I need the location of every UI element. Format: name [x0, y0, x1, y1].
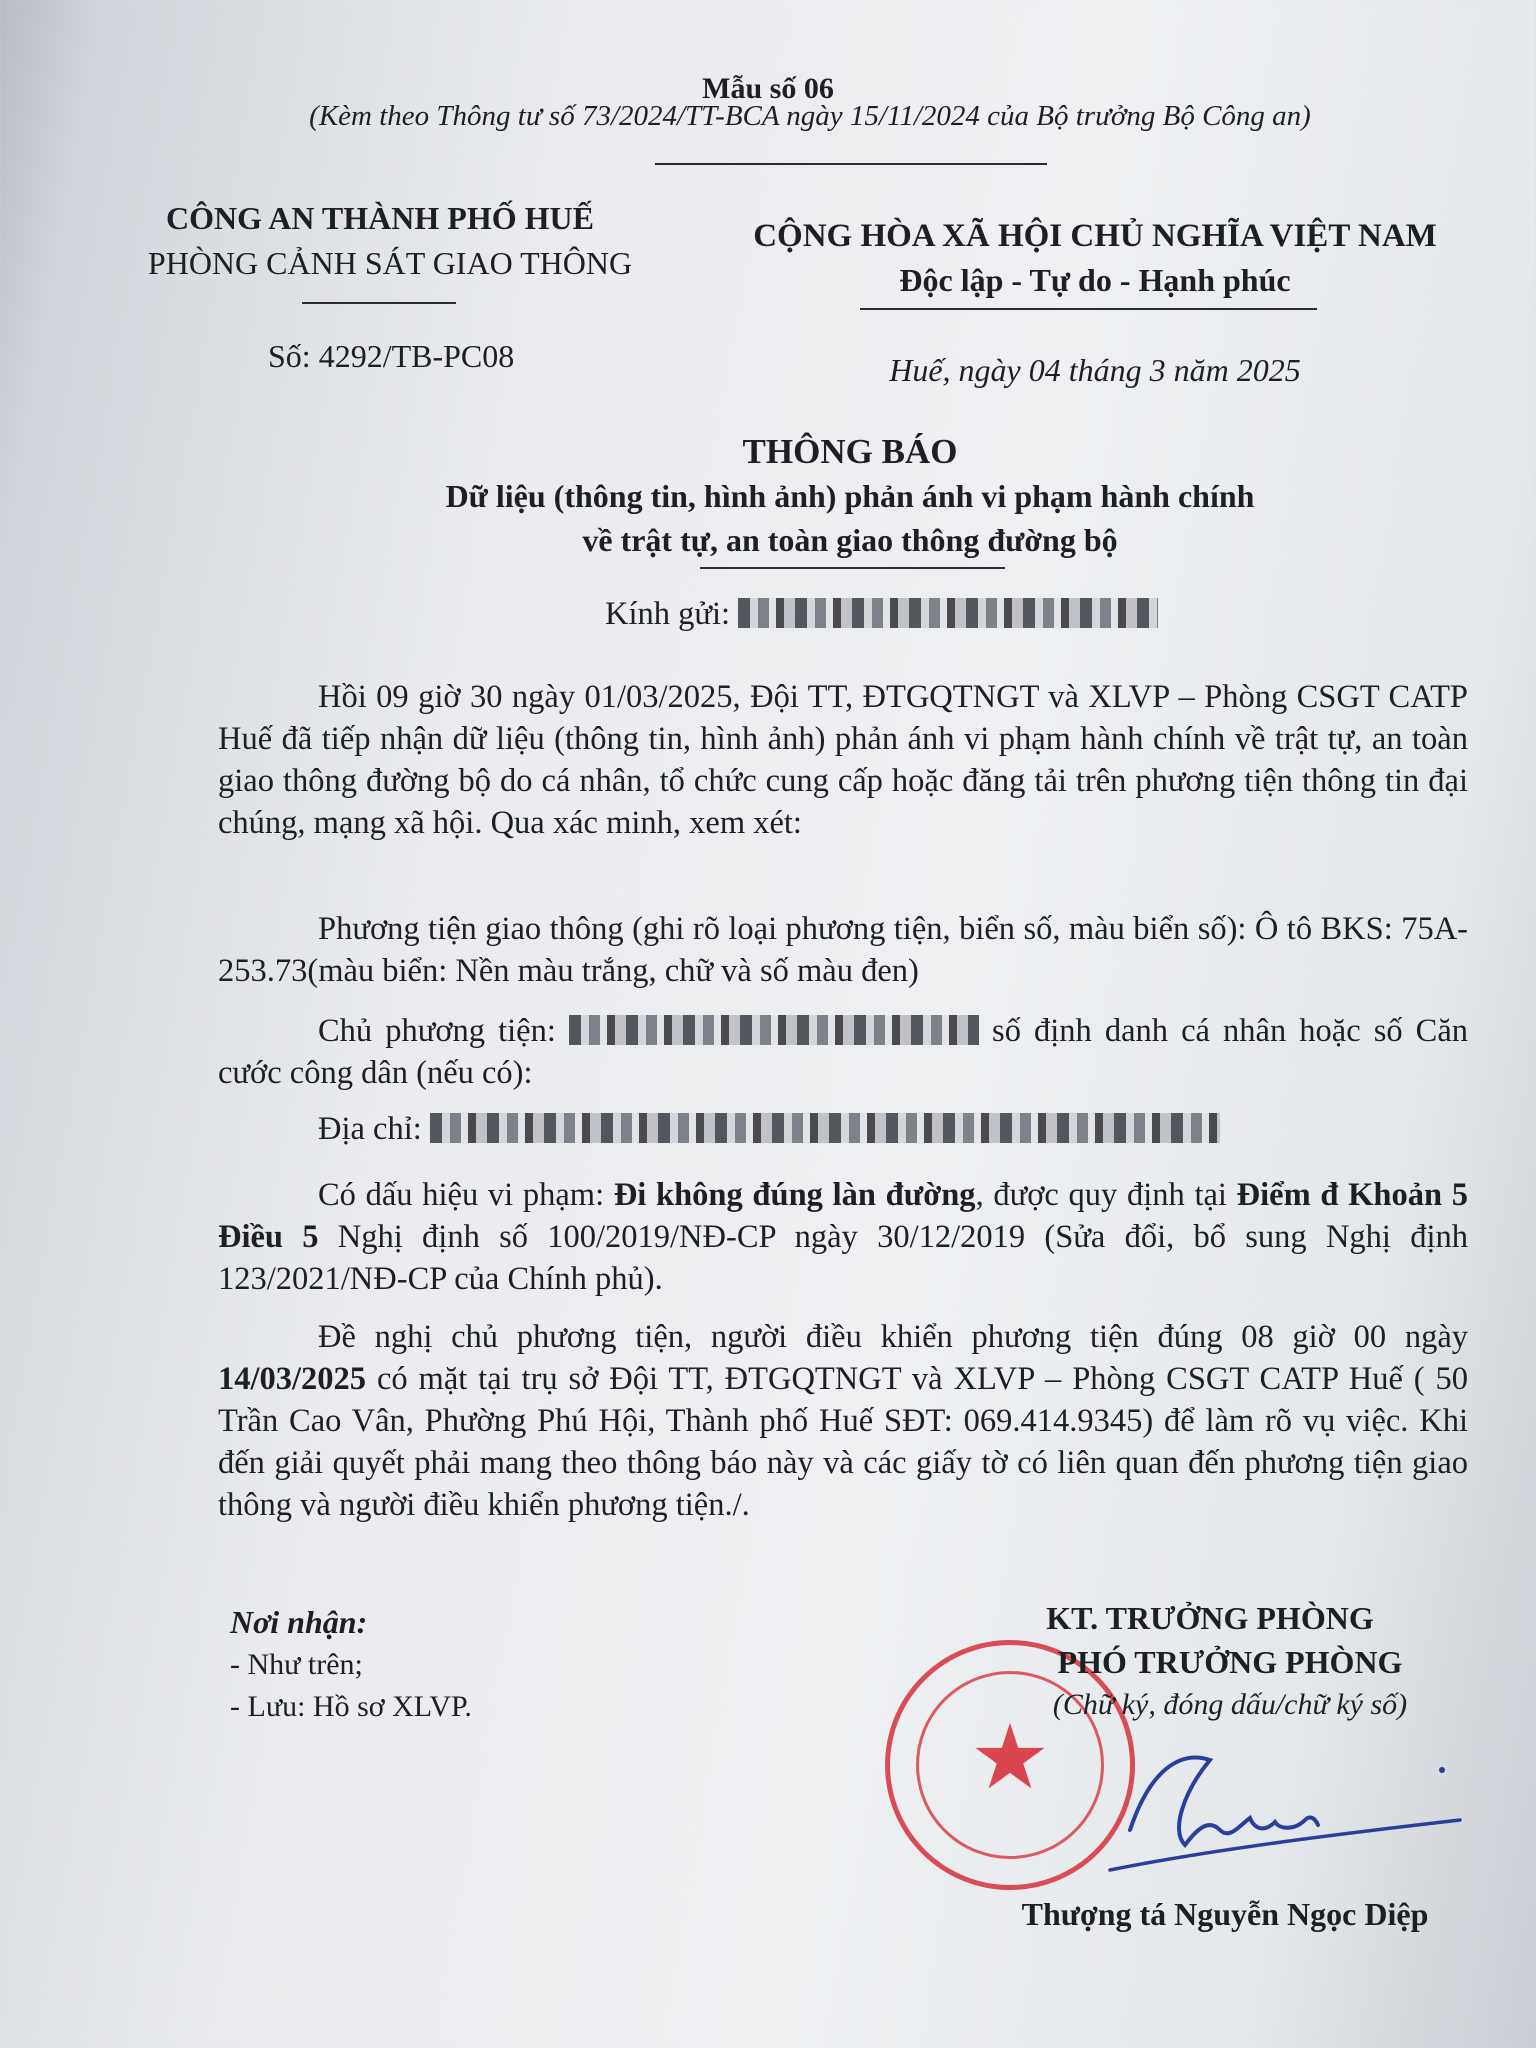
- signer-name: Thượng tá Nguyễn Ngọc Diệp: [1021, 1896, 1429, 1932]
- signature-line1: KT. TRƯỞNG PHÒNG: [1046, 1600, 1374, 1636]
- violation-name: Đi không đúng làn đường: [613, 1177, 976, 1213]
- subject-underline: [700, 567, 1005, 569]
- address-redacted: [430, 1113, 1220, 1143]
- national-name: CỘNG HÒA XÃ HỘI CHỦ NGHĨA VIỆT NAM: [753, 218, 1437, 254]
- request-paragraph: Đề nghị chủ phương tiện, người điều khiển phương tiện đúng 08 giờ 00 ngày 14/03/2025 có mặt tại trụ sở Đội TT, ĐTGQTNGT và XLVP – Phòng CSGT CATP Huế ( 50 Trần Cao Vân, Phường Phú Hội, Thành phố Huế SĐT: 069.414.9345) để làm rõ vụ việc. Khi đến giải quyết phải mang theo thông báo này và các giấy tờ có liên quan đến phương tiện giao thông và người điều khiển phương tiện./.: [218, 1319, 1468, 1523]
- violation-clause: Điểm đ Khoản 5 Điều 5: [218, 1177, 1468, 1255]
- body-paragraph-1: Hồi 09 giờ 30 ngày 01/03/2025, Đội TT, ĐTGQTNGT và XLVP – Phòng CSGT CATP Huế đã tiếp nhận dữ liệu (thông tin, hình ảnh) phản ánh vi phạm hành chính về trật tự, an toàn giao thông đường bộ do cá nhân, tổ chức cung cấp hoặc đăng tải trên phương tiện thông tin đại chúng, mạng xã hội. Qua xác minh, xem xét:: [218, 679, 1468, 841]
- recipient: [605, 596, 1158, 633]
- owner-redacted: [569, 1015, 979, 1045]
- recipients-item-1: - Như trên;: [230, 1648, 363, 1681]
- signature-line2: PHÓ TRƯỞNG PHÒNG: [1057, 1644, 1403, 1680]
- request-date: 14/03/2025: [218, 1361, 367, 1397]
- issuer-underline: [302, 302, 456, 304]
- star-icon: ★: [969, 1705, 1051, 1810]
- national-motto: Độc lập - Tự do - Hạnh phúc: [899, 262, 1291, 298]
- handwritten-signature: [1090, 1730, 1470, 1890]
- issuer-department: PHÒNG CẢNH SÁT GIAO THÔNG: [147, 245, 633, 281]
- recipients-title: Nơi nhận:: [230, 1604, 368, 1640]
- notice-subject-line1: Dữ liệu (thông tin, hình ảnh) phản ánh vi phạm hành chính: [445, 478, 1255, 514]
- vehicle-paragraph: Phương tiện giao thông (ghi rõ loại phương tiện, biển số, màu biển số): Ô tô BKS: 75A-253.73(màu biển: Nền màu trắng, chữ và số màu đen): [218, 911, 1468, 989]
- notice-subject-line2: về trật tự, an toàn giao thông đường bộ: [582, 522, 1118, 558]
- violation-paragraph: Có dấu hiệu vi phạm: Đi không đúng làn đường, được quy định tại Điểm đ Khoản 5 Điều 5 Nghị định số 100/2019/NĐ-CP ngày 30/12/2019 (Sửa đổi, bổ sung Nghị định 123/2021/NĐ-CP của Chính phủ).: [218, 1177, 1468, 1297]
- form-attachment-note: (Kèm theo Thông tư số 73/2024/TT-BCA ngày 15/11/2024 của Bộ trưởng Bộ Công an): [309, 100, 1311, 132]
- issuer-agency: CÔNG AN THÀNH PHỐ HUẾ: [166, 200, 594, 236]
- address-paragraph: Địa chỉ:: [218, 1108, 1468, 1150]
- motto-underline: [860, 308, 1317, 310]
- header-divider: [655, 163, 1047, 165]
- place-date: Huế, ngày 04 tháng 3 năm 2025: [889, 352, 1301, 388]
- recipient-label: Kính gửi:: [605, 596, 731, 632]
- notice-heading: THÔNG BÁO: [742, 432, 958, 471]
- form-number: Mẫu số 06: [702, 72, 834, 105]
- doc-number: Số: 4292/TB-PC08: [268, 338, 515, 374]
- recipients-item-2: - Lưu: Hồ sơ XLVP.: [230, 1690, 472, 1723]
- owner-paragraph: Chủ phương tiện: số định danh cá nhân hoặc số Căn cước công dân (nếu có):: [218, 1013, 1469, 1091]
- signature-note: (Chữ ký, đóng dấu/chữ ký số): [1052, 1688, 1408, 1721]
- recipient-redacted: [738, 598, 1158, 628]
